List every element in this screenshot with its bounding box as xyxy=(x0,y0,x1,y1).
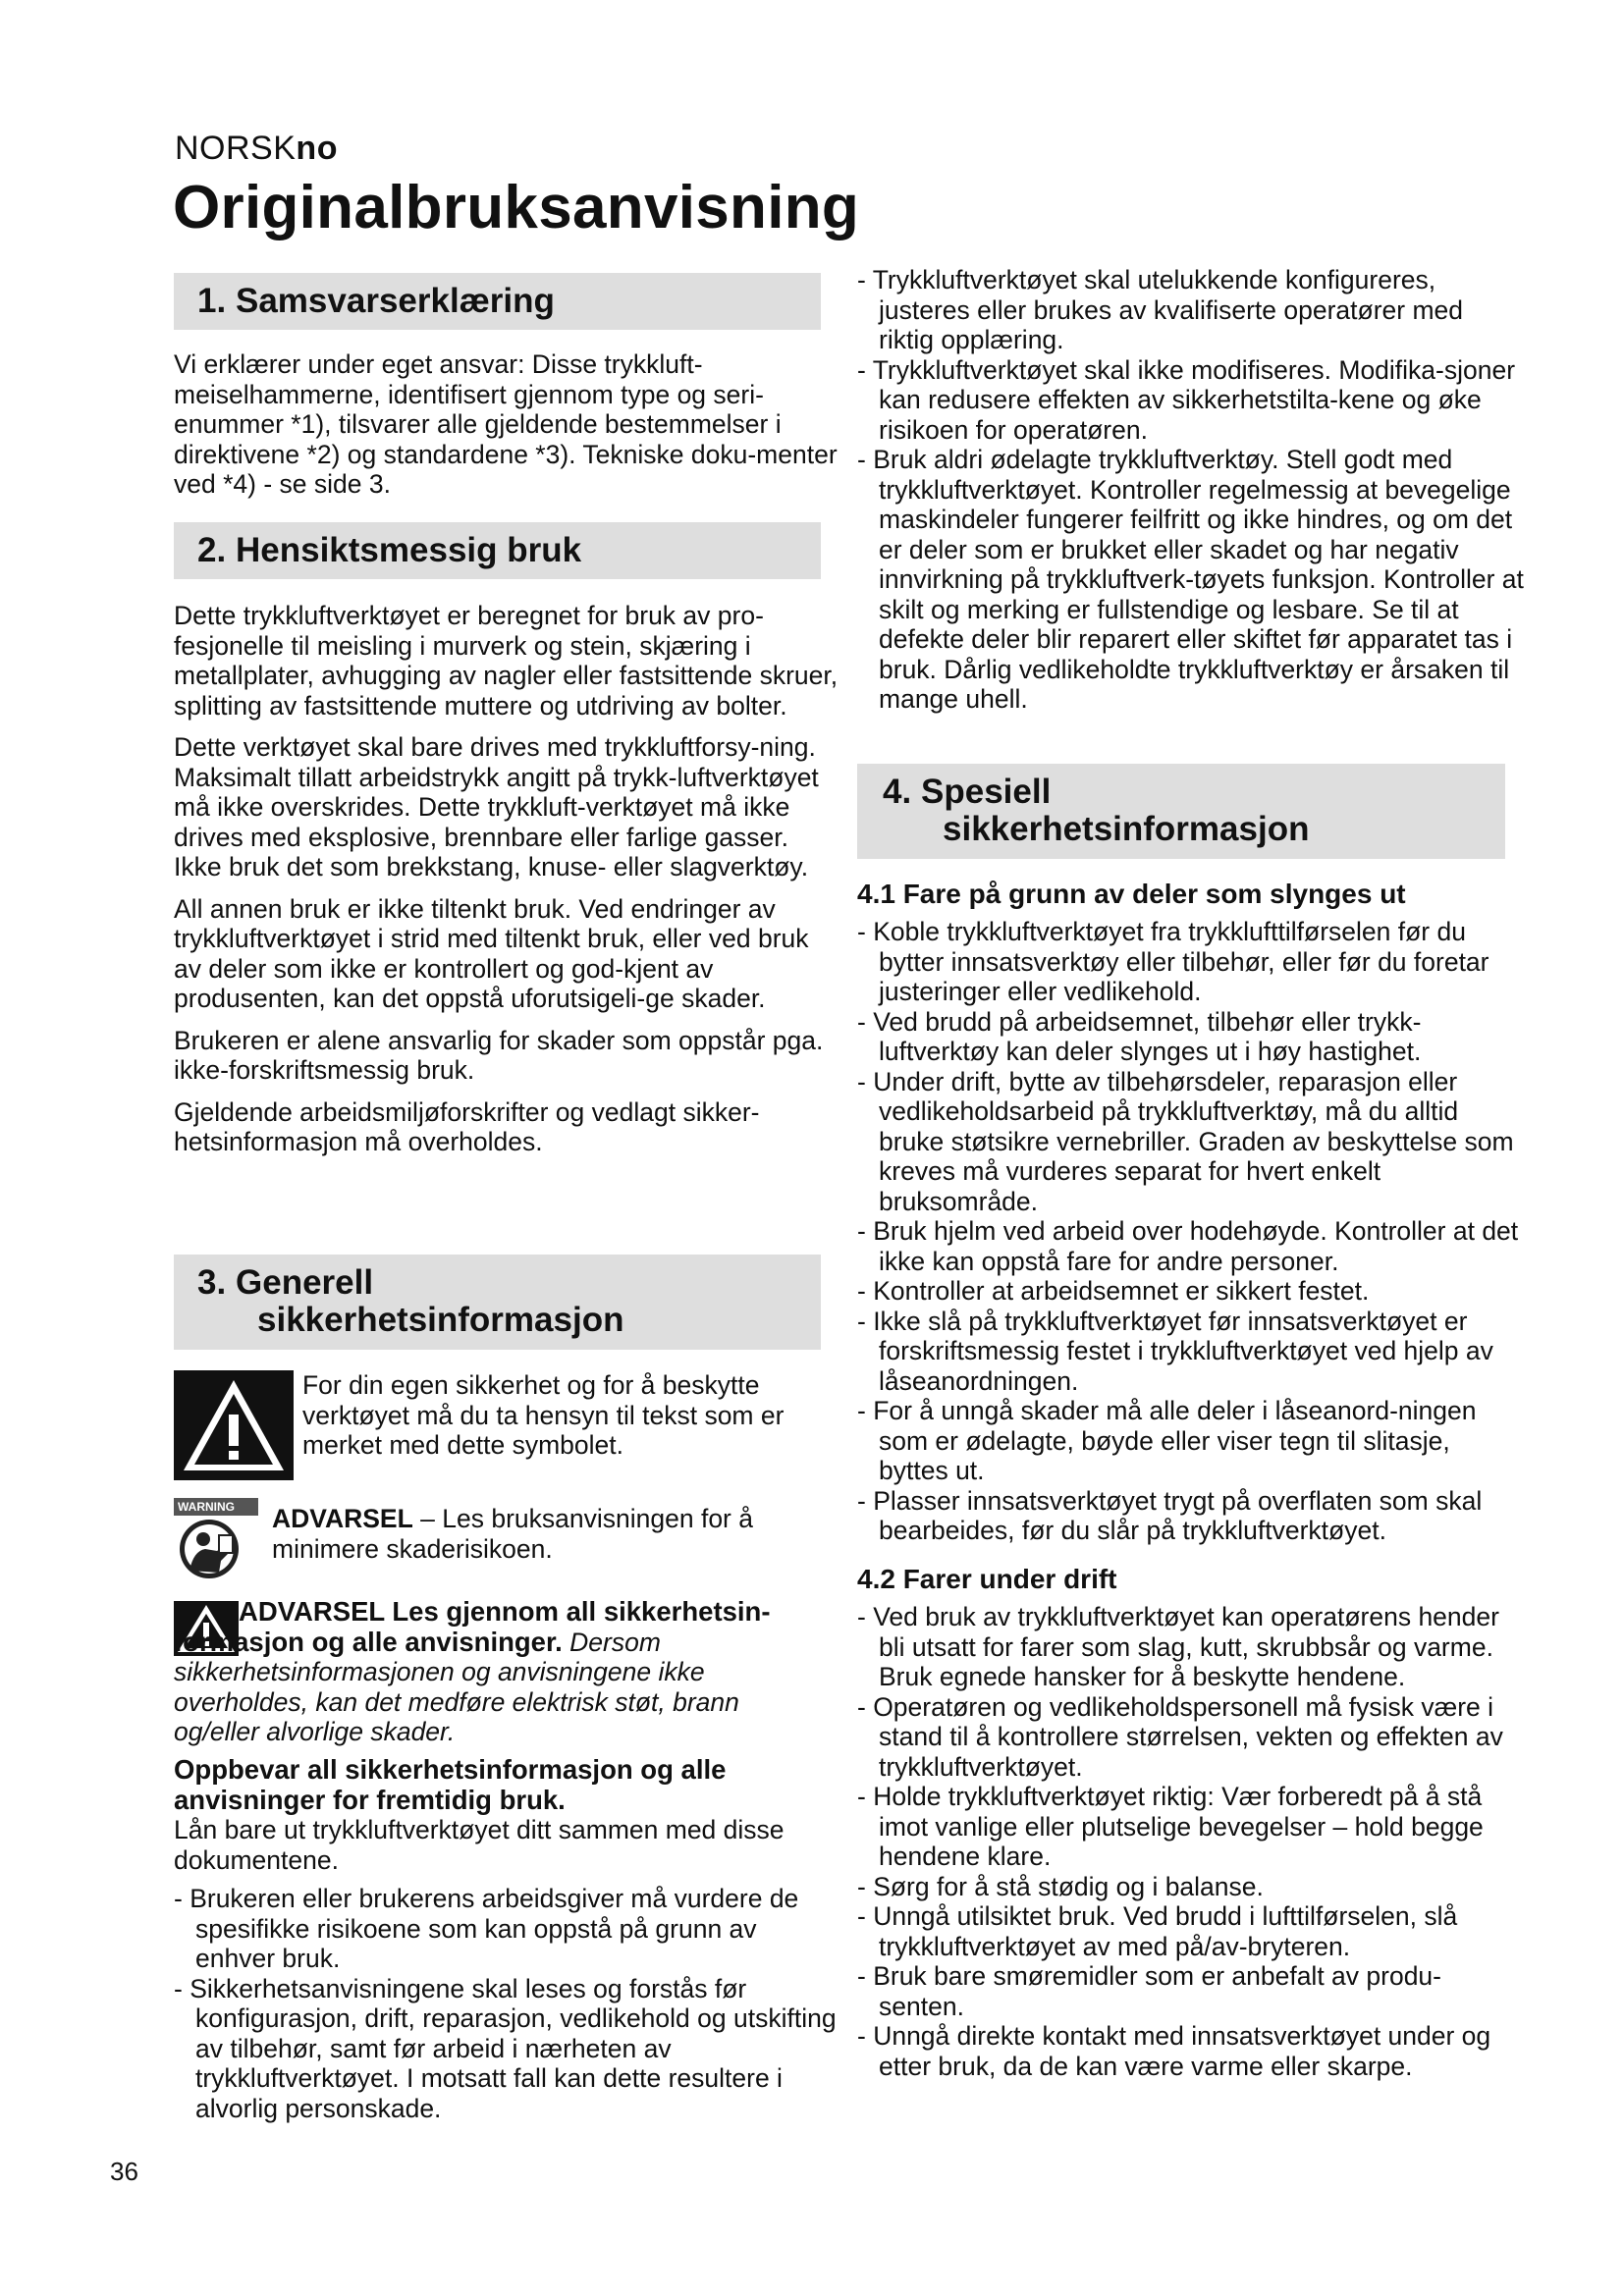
list-item: - For å unngå skader må alle deler i låseanord-ningen som er ødelagte, bøyde eller viser tegn til slitasje, byttes ut. xyxy=(857,1396,1525,1486)
advarsel2-italic: Dersom sikkerhetsinformasjonen og anvisningene ikke overholdes, kan det medføre elektrisk støt, brann og/eller alvorlige skader. xyxy=(174,1627,739,1746)
list-item: - Kontroller at arbeidsemnet er sikkert festet. xyxy=(857,1276,1525,1307)
section4-2-list xyxy=(857,1602,1525,2081)
list-item: - Trykkluftverktøyet skal utelukkende konfigureres, justeres eller brukes av kvalifiserte operatører med riktig opplæring. xyxy=(857,265,1525,355)
list-item: - Plasser innsatsverktøyet trygt på overflaten som skal bearbeides, før du slår på trykkluftverktøyet. xyxy=(857,1486,1525,1546)
warning-triangle-icon xyxy=(174,1370,294,1480)
subsection-4-2-title: 4.2 Farer under drift xyxy=(857,1564,1117,1594)
section2-paragraph: Brukeren er alene ansvarlig for skader som oppstår pga. ikke-forskriftsmessig bruk. xyxy=(174,1025,824,1085)
read-manual-icon xyxy=(174,1498,258,1584)
section3-heading-line1: Generell xyxy=(236,1263,374,1302)
section2-paragraph: All annen bruk er ikke tiltenkt bruk. Ved endringer av trykkluftverktøyet i strid med tiltenkt bruk, eller ved bruk av deler som ikke er kontrollert og god-kjent av produsenten, kan det oppstå uforutsigeli-ge skader. xyxy=(174,893,809,1013)
language-name: NORSK xyxy=(175,130,297,167)
list-item: - Ved brudd på arbeidsemnet, tilbehør eller trykk-luftverktøy kan deler slynges ut i høy hastighet. xyxy=(857,1007,1525,1067)
section3-heading-line2: sikkerhetsinformasjon xyxy=(257,1301,624,1339)
list-item: - Ved bruk av trykkluftverktøyet kan operatørens hender bli utsatt for farer som slag, kutt, skrubbsår og varme. Bruk egnede hansker for å beskytte hendene. xyxy=(857,1602,1525,1692)
keep-instructions-text: Lån bare ut trykkluftverktøyet ditt sammen med disse dokumentene. xyxy=(174,1815,785,1875)
section2-paragraph: Dette trykkluftverktøyet er beregnet for bruk av pro-fesjonelle til meisling i murverk og stein, skjæring i metallplater, avhugging av nagler eller fastsittende skruer, splitting av fastsittende muttere og utdriving av bolter. xyxy=(174,601,839,721)
section2-heading-num: 2. xyxy=(197,531,227,569)
list-item: - Holde trykkluftverktøyet riktig: Vær forberedt på å stå imot vanlige eller plutselige bevegelser – hold begge hendene klare. xyxy=(857,1782,1525,1872)
advarsel-all-instructions xyxy=(174,1597,822,1747)
list-item: - Unngå direkte kontakt med innsatsverktøyet under og etter bruk, da de kan være varme eller skarpe. xyxy=(857,2021,1525,2081)
list-item: - Operatøren og vedlikeholdspersonell må fysisk være i stand til å kontrollere størrelsen, vekten og effekten av trykkluftverktøyet. xyxy=(857,1692,1525,1783)
language-code: no xyxy=(296,130,338,167)
keep-instructions-bold: Oppbevar all sikkerhetsinformasjon og alle anvisninger for fremtidig bruk. xyxy=(174,1754,727,1815)
list-item: - Unngå utilsiktet bruk. Ved brudd i lufttilførselen, slå trykkluftverktøyet av med på/av-bryteren. xyxy=(857,1901,1525,1961)
section1-heading-num: 1. xyxy=(197,282,227,320)
list-item: - Brukeren eller brukerens arbeidsgiver må vurdere de spesifikke risikoene som kan oppstå på grunn av enhver bruk. xyxy=(174,1884,841,1974)
advarsel-text: – Les bruksanvisningen for å minimere skaderisikoen. xyxy=(272,1504,753,1564)
section3-heading-num: 3. xyxy=(197,1263,227,1302)
section1-heading-box xyxy=(174,273,821,330)
list-item: - Trykkluftverktøyet skal ikke modifiseres. Modifika-sjoner kan redusere effekten av sikkerhetstilta-kene og øke risikoen for operatøren. xyxy=(857,355,1525,446)
section1-heading: Samsvarserklæring xyxy=(236,282,555,320)
section3-list-right xyxy=(857,265,1525,715)
list-item: - Bruk aldri ødelagte trykkluftverktøy. Stell godt med trykkluftverktøyet. Kontroller regelmessig at bevegelige maskindeler fungerer feilfritt og ikke hindres, og om det er deler som er brukket eller skadet og har negativ innvirkning på trykkluftverk-tøyets funksjon. Kontroller at skilt og merking er fullstendige og lesbare. Se til at defekte deler blir reparert eller skiftet før apparatet tas i bruk. Dårlig vedlikeholdte trykkluftverktøy er årsaken til mange uhell. xyxy=(857,445,1525,715)
subsection-4-1-title: 4.1 Fare på grunn av deler som slynges ut xyxy=(857,879,1406,909)
keep-instructions-block xyxy=(174,1755,822,1875)
section4-heading-num: 4. xyxy=(883,773,912,811)
list-item: - Ikke slå på trykkluftverktøyet før innsatsverktøyet er forskriftsmessig festet i trykkluftverktøyet ved hjelp av låseanordningen. xyxy=(857,1307,1525,1397)
section2-body xyxy=(174,601,841,1157)
section3-heading-box xyxy=(174,1255,821,1350)
section4-1-list xyxy=(857,917,1525,1546)
advarsel-label: ADVARSEL xyxy=(272,1504,413,1533)
page-number: 36 xyxy=(110,2157,138,2186)
page-title: Originalbruksanvisning xyxy=(173,174,860,241)
section1-text: Vi erklærer under eget ansvar: Disse trykkluft-meiselhammerne, identifisert gjennom type og seri-enummer *1), tilsvarer alle gjeldende bestemmelser i direktivene *2) og standardene *3). Tekniske doku-menter ved *4) - se side 3. xyxy=(174,349,838,499)
section4-heading-line1: Spesiell xyxy=(921,773,1052,811)
warning-badge: WARNING xyxy=(174,1498,258,1516)
list-item: - Bruk hjelm ved arbeid over hodehøyde. Kontroller at det ikke kan oppstå fare for andre personer. xyxy=(857,1216,1525,1276)
advarsel2-bold: ADVARSEL Les gjennom all sikkerhetsin-formasjon og alle anvisninger. xyxy=(174,1596,771,1657)
list-item: - Under drift, bytte av tilbehørsdeler, reparasjon eller vedlikeholdsarbeid på trykkluftverktøy, må du alltid bruke støtsikre vernebriller. Graden av beskyttelse som kreves må vurderes separat for hvert enkelt bruksområde. xyxy=(857,1067,1525,1217)
section2-paragraph: Gjeldende arbeidsmiljøforskrifter og vedlagt sikker-hetsinformasjon må overholdes. xyxy=(174,1096,760,1156)
section4-heading-box xyxy=(857,764,1505,859)
section2-heading-box xyxy=(174,522,821,579)
list-item: - Koble trykkluftverktøyet fra trykklufttilførselen før du bytter innsatsverktøy eller tilbehør, eller før du foretar justeringer eller vedlikehold. xyxy=(857,917,1525,1007)
language-label xyxy=(175,130,338,168)
list-item: - Bruk bare smøremidler som er anbefalt av produ-senten. xyxy=(857,1961,1525,2021)
list-item: - Sørg for å stå stødig og i balanse. xyxy=(857,1872,1525,1902)
list-item: - Sikkerhetsanvisningene skal leses og forstås før konfigurasjon, drift, reparasjon, vedlikehold og utskifting av tilbehør, samt før arbeid i nærheten av trykkluftverktøyet. I motsatt fall kan dette resultere i alvorlig personskade. xyxy=(174,1974,841,2124)
section2-paragraph: Dette verktøyet skal bare drives med trykkluftforsy-ning. Maksimalt tillatt arbeidstrykk angitt på trykk-luftverktøyet må ikke overskrides. Dette trykkluft-verktøyet må ikke drives med eksplosive, brennbare eller farlige gasser. Ikke bruk det som brekkstang, knuse- eller slagverktøy. xyxy=(174,732,819,881)
section2-heading: Hensiktsmessig bruk xyxy=(236,531,582,569)
section4-heading-line2: sikkerhetsinformasjon xyxy=(943,810,1310,848)
section3-list-left xyxy=(174,1884,841,2123)
safety-symbol-text: For din egen sikkerhet og for å beskytte verktøyet må du ta hensyn til tekst som er merket med dette symbolet. xyxy=(302,1370,785,1460)
advarsel-manual-text xyxy=(272,1504,841,1564)
